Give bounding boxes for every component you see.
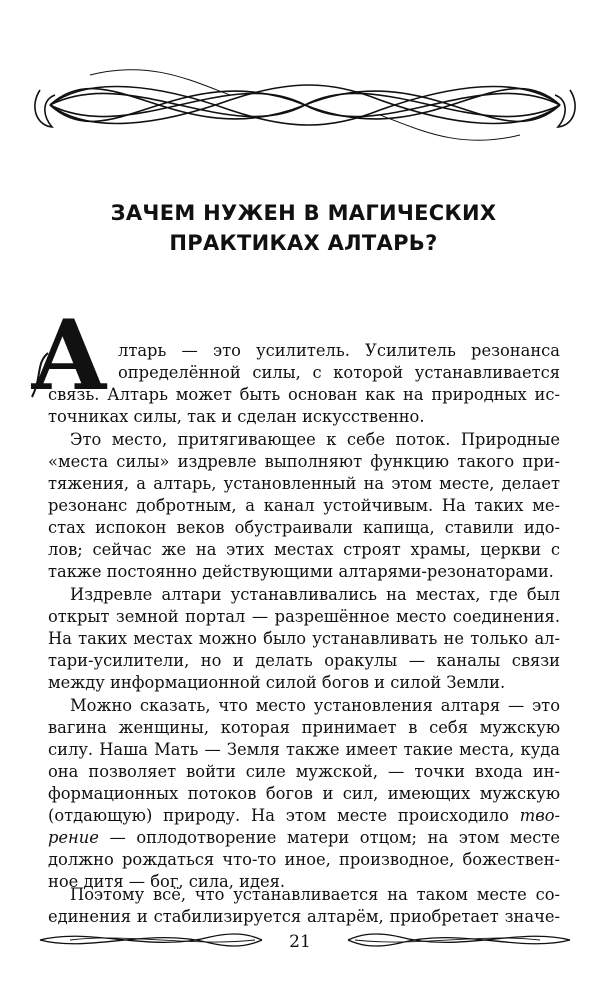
text-line: Это место, притягивающее к себе поток. Природные [70, 430, 560, 449]
text-line: На таких местах можно было устанавливать не только ал- [48, 629, 560, 648]
text-line: формационных потоков богов и сил, имеющих мужскую [48, 784, 560, 803]
text-line: должно рождаться что-то иное, производное, божествен- [48, 850, 560, 869]
text-line: определённой силы, с которой устанавливается [118, 363, 560, 382]
italic-word: тво- [519, 806, 560, 825]
top-ornament [30, 55, 580, 155]
title-line-1: ЗАЧЕМ НУЖЕН В МАГИЧЕСКИХ [110, 201, 497, 225]
page-title [40, 198, 567, 258]
text-line: также постоянно действующими алтарями-резонаторами. [48, 562, 554, 581]
text-line: силу. Наша Мать — Земля также имеет такие места, куда [48, 740, 560, 759]
text-line [48, 827, 560, 849]
text-segment: — оплодотворение матери отцом; на этом месте [109, 828, 560, 847]
text-segment: (отдающую) природу. На этом месте происходило [48, 806, 509, 825]
text-line: Можно сказать, что место установления алтаря — это [70, 696, 560, 715]
title-line-2: ПРАКТИКАХ АЛТАРЬ? [169, 231, 438, 255]
page-number: 21 [289, 932, 311, 952]
text-line: тари-усилители, но и делать оракулы — каналы связи [48, 651, 560, 670]
italic-word: рение [48, 828, 99, 847]
text-line: «места силы» издревле выполняют функцию такого при- [48, 452, 560, 471]
text-line: единения и стабилизируется алтарём, приобретает значе- [48, 907, 560, 926]
text-line: между информационной силой богов и силой Земли. [48, 673, 506, 692]
text-line [48, 805, 560, 827]
text-line: вагина женщины, которая принимает в себя мужскую [48, 718, 560, 737]
text-line: открыт земной портал — разрешённое место соединения. [48, 607, 560, 626]
text-line: Поэтому всё, что устанавливается на таком месте со- [70, 885, 560, 904]
text-line: связь. Алтарь может быть основан как на природных ис- [48, 385, 560, 404]
text-line: точниках силы, так и сделан искусственно. [48, 407, 425, 426]
text-line: резонанс добротным, а канал устойчивым. На таких ме- [48, 496, 560, 515]
drop-cap-letter: А [30, 305, 109, 401]
text-line: тяжения, а алтарь, установленный на этом месте, делает [48, 474, 560, 493]
text-line: стах испокон веков обустраивали капища, ставили идо- [48, 518, 560, 537]
text-line: лтарь — это усилитель. Усилитель резонанса [118, 341, 560, 360]
text-line: она позволяет войти силе мужской, — точки входа ин- [48, 762, 560, 781]
text-line: лов; сейчас же на этих местах строят храмы, церкви с [48, 540, 560, 559]
text-line: ное дитя — бог, сила, идея. [48, 872, 286, 891]
text-line: Издревле алтари устанавливались на местах, где был [70, 585, 560, 604]
